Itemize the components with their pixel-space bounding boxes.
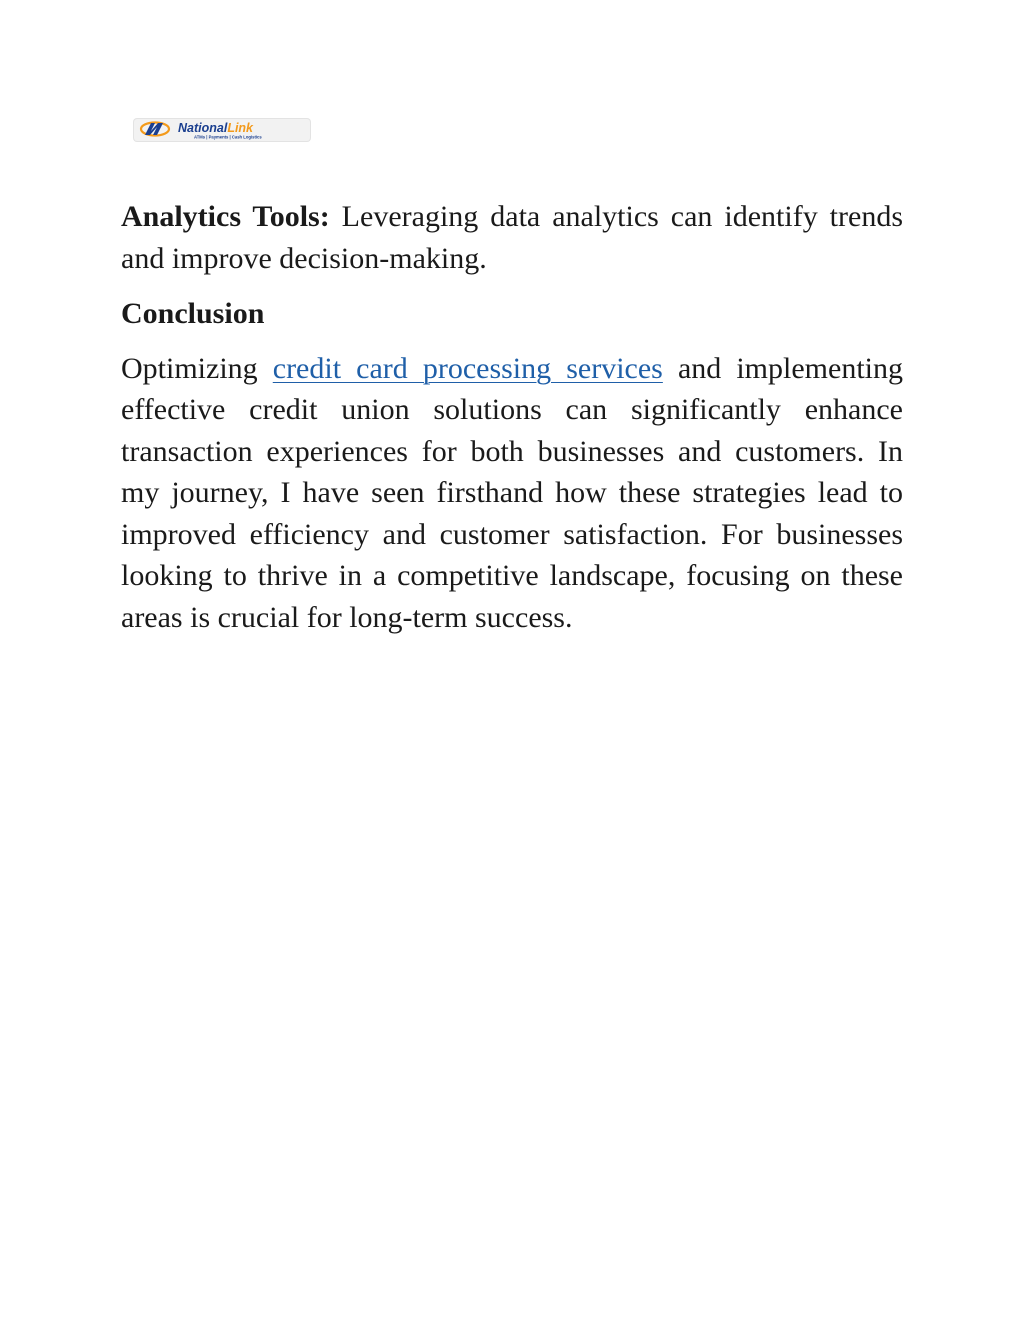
logo-tagline: ATMs | Payments | Cash Logistics (194, 134, 262, 140)
conclusion-heading: Conclusion (121, 297, 265, 330)
logo-mark (134, 119, 310, 141)
analytics-paragraph (121, 196, 903, 279)
conclusion-text-after-link: and implementing effective credit union solutions can significantly enhance transaction experiences for both businesses and customers. In my journey, I have seen firsthand how these strategies lead to improved efficiency and customer satisfaction. For businesses looking to thrive in a competitive landscape, focusing on these areas is crucial for long-term success. (121, 351, 903, 634)
credit-card-processing-link[interactable]: credit card processing services (272, 351, 663, 385)
svg-text:NationalLink (178, 121, 254, 135)
analytics-text: Leveraging data analytics can identify trends and improve decision-making. (121, 200, 904, 275)
analytics-lead: Analytics Tools: (121, 200, 330, 233)
nationallink-logo (134, 119, 310, 141)
logo-name-part1: National (178, 121, 228, 135)
logo-n-glyph-icon (145, 123, 163, 135)
document-body (121, 196, 903, 638)
conclusion-text-before-link: Optimizing (121, 351, 273, 385)
conclusion-paragraph (121, 348, 903, 639)
logo-name-part2: Link (227, 121, 254, 135)
